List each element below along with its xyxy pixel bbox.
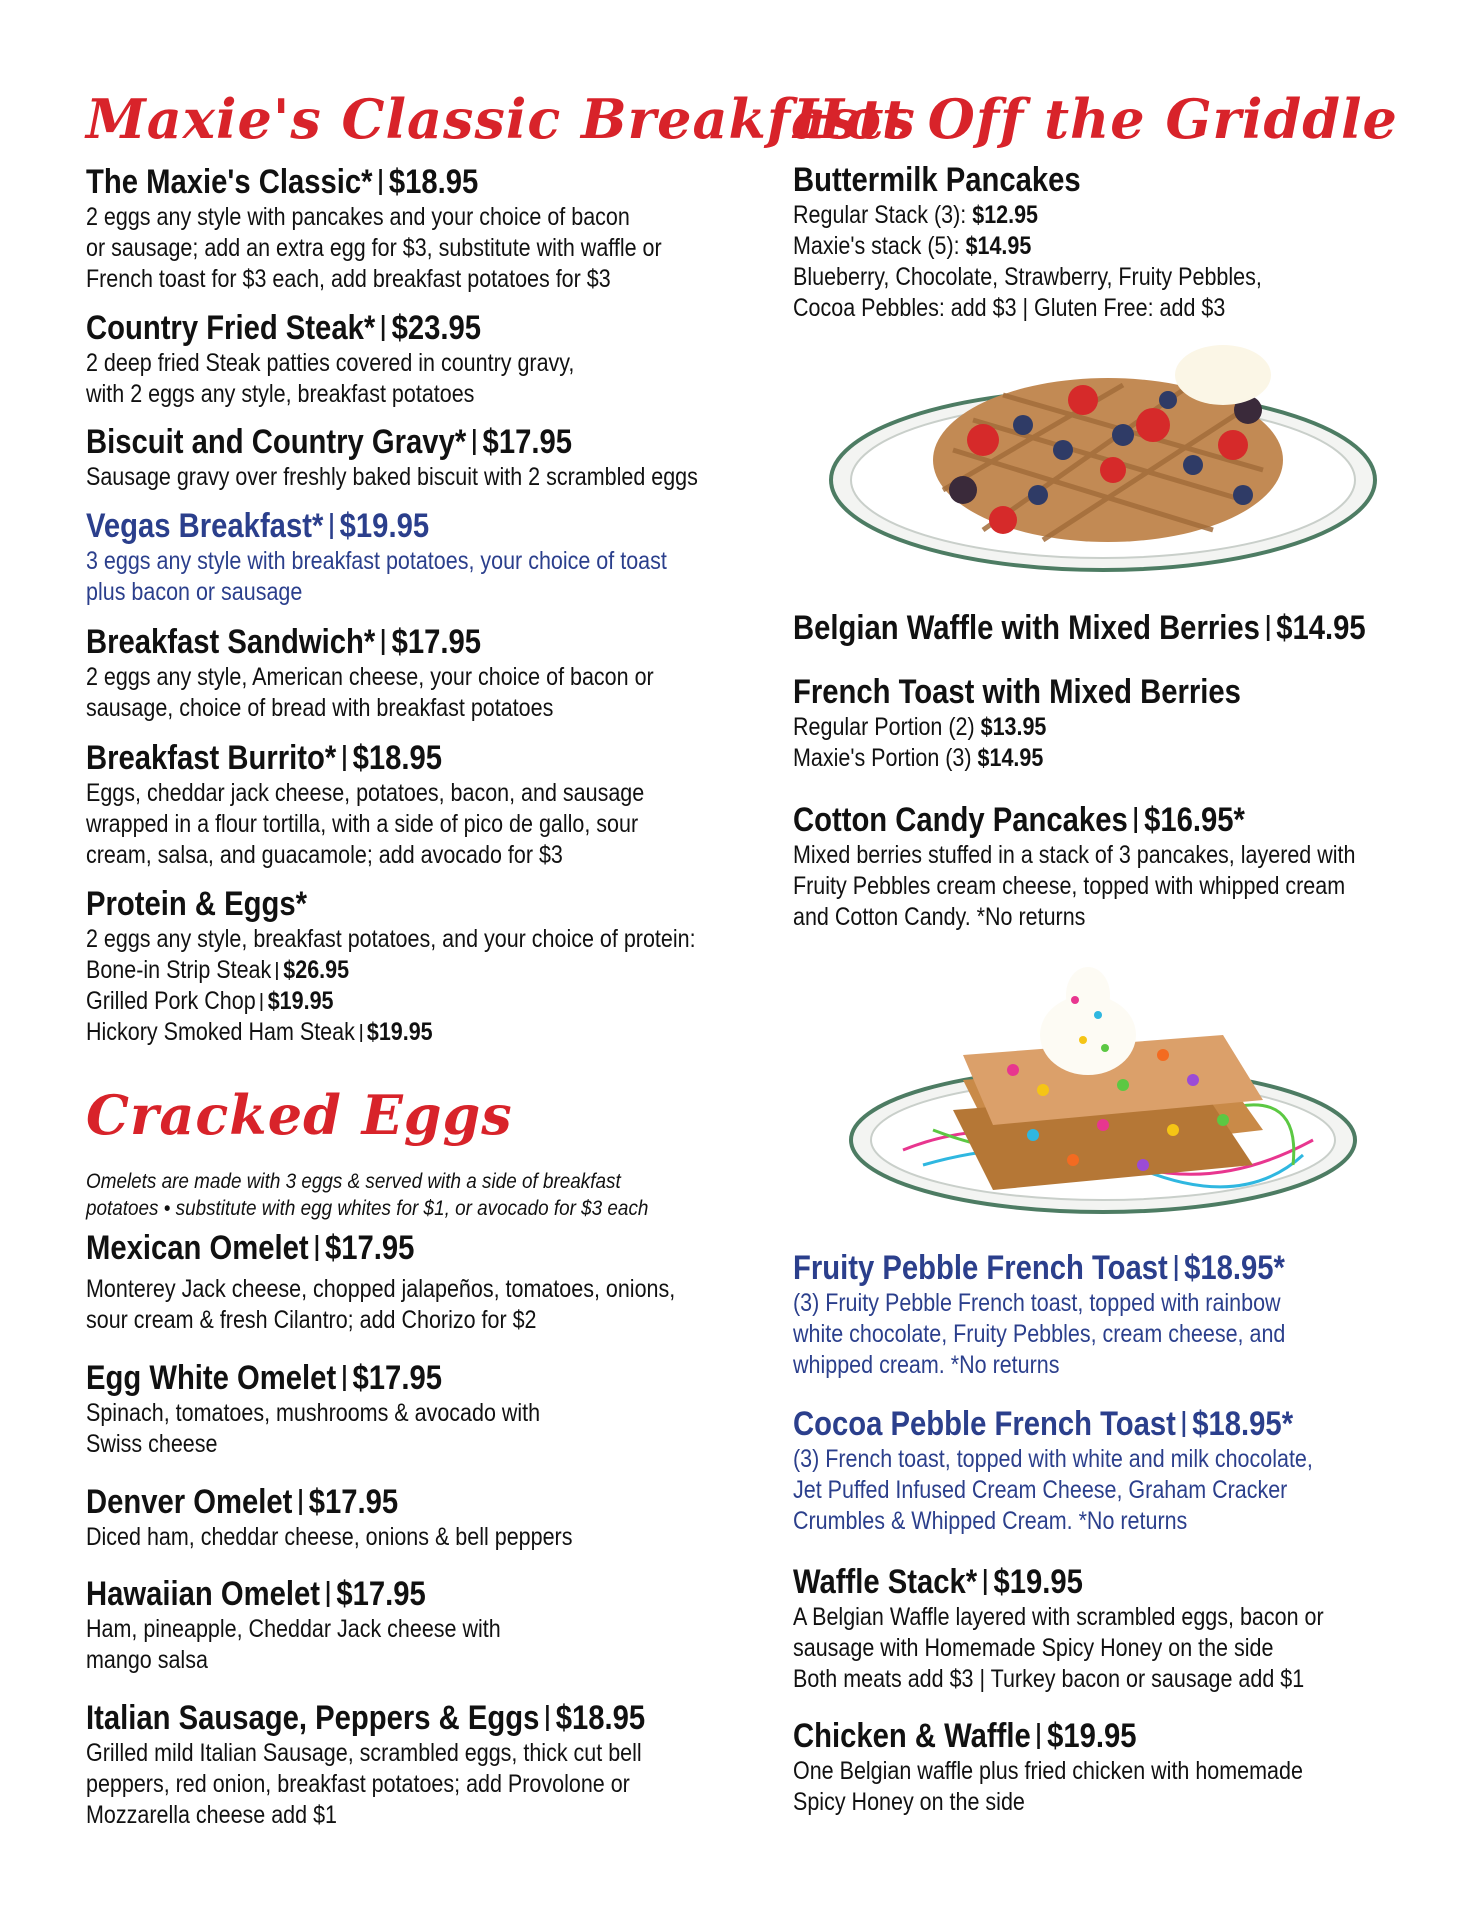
item-price: $17.95 (324, 1229, 415, 1267)
item-name: Country Fried Steak* (86, 309, 376, 347)
item-name: Breakfast Burrito* (86, 739, 337, 777)
item-name: Denver Omelet (86, 1483, 293, 1521)
menu-item-cotton-candy-pancakes (793, 800, 1453, 933)
item-description: Monterey Jack cheese, chopped jalapeños, tomatoes, onions, sour cream & fresh Cilantro; add Chorizo for $2 (86, 1275, 676, 1334)
item-name: Belgian Waffle with Mixed Berries (793, 609, 1260, 647)
divider (1267, 615, 1270, 641)
item-price: $19.95 (1047, 1717, 1137, 1755)
item-name: Breakfast Sandwich* (86, 623, 376, 661)
section-title-hot-off-griddle: Hot Off the Griddle (793, 87, 1398, 151)
menu-item-biscuit-gravy (86, 422, 766, 493)
item-price: $18.95 (555, 1699, 646, 1737)
menu-item-vegas-breakfast (86, 506, 766, 608)
divider (1183, 1411, 1186, 1437)
divider (473, 429, 476, 455)
item-price: $17.95 (352, 1359, 442, 1397)
item-name: The Maxie's Classic* (86, 163, 373, 201)
item-description: Spinach, tomatoes, mushrooms & avocado with Swiss cheese (86, 1399, 541, 1458)
menu-item-protein-eggs (86, 884, 766, 1048)
divider (382, 629, 385, 655)
menu-item-mexican-omelet (86, 1228, 766, 1336)
item-description: 2 eggs any style with pancakes and your choice of bacon or sausage; add an extra egg for $3, substitute with waffle or French toast for $3 each, add breakfast potatoes for $3 (86, 203, 662, 293)
rainbow-french-toast-icon (843, 960, 1363, 1220)
divider (382, 315, 385, 341)
divider (1135, 807, 1138, 833)
item-price: $18.95* (1184, 1249, 1285, 1287)
protein-option: Grilled Pork Chop $19.95 (86, 987, 334, 1015)
item-price: $17.95 (482, 423, 572, 461)
menu-item-italian-sausage (86, 1698, 766, 1831)
item-description: Grilled mild Italian Sausage, scrambled eggs, thick cut bell peppers, red onion, breakfast potatoes; add Provolone or Mozzarella cheese add $1 (86, 1739, 642, 1829)
item-name: Fruity Pebble French Toast (793, 1249, 1168, 1287)
item-name: Buttermilk Pancakes (793, 161, 1081, 199)
item-description: A Belgian Waffle layered with scrambled eggs, bacon or sausage with Homemade Spicy Honey on the side Both meats add $3 | Turkey bacon or sausage add $1 (793, 1603, 1324, 1693)
french-toast-option-maxie: Maxie's Portion (3) $14.95 (793, 744, 1044, 772)
protein-option: Bone-in Strip Steak $26.95 (86, 956, 350, 984)
item-description: (3) French toast, topped with white and milk chocolate, Jet Puffed Infused Cream Cheese, Graham Cracker Crumbles & Whipped Cream. *No returns (793, 1445, 1313, 1535)
divider (1038, 1723, 1041, 1749)
menu-item-waffle-stack (793, 1562, 1453, 1695)
item-name: French Toast with Mixed Berries (793, 673, 1241, 711)
item-price: $19.95 (339, 507, 430, 545)
item-description: 3 eggs any style with breakfast potatoes, your choice of toast plus bacon or sausage (86, 547, 667, 606)
item-description: 2 eggs any style, American cheese, your choice of bacon or sausage, choice of bread with breakfast potatoes (86, 663, 654, 722)
item-price: $16.95* (1144, 801, 1245, 839)
item-name: Mexican Omelet (86, 1229, 309, 1267)
divider (330, 513, 333, 539)
item-price: $17.95 (391, 623, 482, 661)
menu-item-maxies-classic (86, 162, 766, 295)
item-description: (3) Fruity Pebble French toast, topped with rainbow white chocolate, Fruity Pebbles, cream cheese, and whipped cream. *No returns (793, 1289, 1286, 1379)
menu-item-hawaiian-omelet (86, 1574, 766, 1676)
menu-item-fruity-pebble-french-toast (793, 1248, 1453, 1381)
item-price: $18.95 (352, 739, 443, 777)
item-description: Eggs, cheddar jack cheese, potatoes, bacon, and sausage wrapped in a flour tortilla, with a side of pico de gallo, sour cream, salsa, and guacamole; add avocado for $3 (86, 779, 645, 869)
item-price: $18.95 (388, 163, 479, 201)
item-name: Chicken & Waffle (793, 1717, 1031, 1755)
item-description: Mixed berries stuffed in a stack of 3 pancakes, layered with Fruity Pebbles cream cheese, topped with whipped cream and Cotton Candy. *No returns (793, 841, 1356, 931)
menu-item-country-fried-steak (86, 308, 766, 410)
menu-item-denver-omelet (86, 1482, 766, 1553)
divider (327, 1581, 330, 1607)
item-description: 2 eggs any style, breakfast potatoes, and your choice of protein: (86, 925, 696, 953)
menu-item-breakfast-sandwich (86, 622, 766, 724)
menu-item-egg-white-omelet (86, 1358, 766, 1460)
divider (546, 1705, 549, 1731)
item-description: 2 deep fried Steak patties covered in country gravy, with 2 eggs any style, breakfast potatoes (86, 349, 575, 408)
menu-item-buttermilk-pancakes (793, 160, 1453, 324)
waffle-plate-icon (823, 330, 1383, 580)
omelet-note: Omelets are made with 3 eggs & served with a side of breakfast potatoes • substitute with egg whites for $1, or avocado for $3 each (86, 1170, 649, 1220)
item-name: Italian Sausage, Peppers & Eggs (86, 1699, 540, 1737)
item-price: $18.95* (1192, 1405, 1294, 1443)
divider (343, 745, 346, 771)
section-title-cracked-eggs: Cracked Eggs (86, 1083, 513, 1147)
menu-item-chicken-waffle (793, 1716, 1453, 1818)
item-price: $17.95 (308, 1483, 399, 1521)
menu-item-belgian-waffle (793, 608, 1453, 648)
divider (1175, 1255, 1178, 1281)
section-title-classic-breakfasts: Maxie's Classic Breakfasts (86, 87, 916, 151)
divider (343, 1365, 346, 1391)
french-toast-option-regular: Regular Portion (2) $13.95 (793, 713, 1047, 741)
menu-item-french-toast-berries (793, 672, 1453, 774)
item-name: Cotton Candy Pancakes (793, 801, 1128, 839)
item-price: $19.95 (993, 1563, 1083, 1601)
item-name: Protein & Eggs* (86, 885, 307, 923)
divider (379, 169, 382, 195)
divider (984, 1569, 987, 1595)
item-description: Ham, pineapple, Cheddar Jack cheese with mango salsa (86, 1615, 501, 1674)
pancake-option-regular: Regular Stack (3): $12.95 (793, 201, 1039, 229)
item-name: Hawaiian Omelet (86, 1575, 321, 1613)
divider (316, 1235, 319, 1261)
item-price: $17.95 (336, 1575, 426, 1613)
pancake-extras: Blueberry, Chocolate, Strawberry, Fruity Pebbles, Cocoa Pebbles: add $3 | Gluten Free: add $3 (793, 263, 1262, 322)
item-name: Waffle Stack* (793, 1563, 978, 1601)
menu-item-cocoa-pebble-french-toast (793, 1404, 1453, 1537)
item-description: Diced ham, cheddar cheese, onions & bell peppers (86, 1523, 573, 1551)
item-description: One Belgian waffle plus fried chicken with homemade Spicy Honey on the side (793, 1757, 1303, 1816)
item-description: Sausage gravy over freshly baked biscuit with 2 scrambled eggs (86, 463, 698, 491)
item-name: Vegas Breakfast* (86, 507, 324, 545)
item-name: Biscuit and Country Gravy* (86, 423, 467, 461)
item-name: Cocoa Pebble French Toast (793, 1405, 1176, 1443)
divider (299, 1489, 302, 1515)
item-name: Egg White Omelet (86, 1359, 337, 1397)
pancake-option-maxie: Maxie's stack (5): $14.95 (793, 232, 1032, 260)
protein-option: Hickory Smoked Ham Steak $19.95 (86, 1018, 433, 1046)
item-price: $14.95 (1276, 609, 1366, 647)
item-price: $23.95 (391, 309, 482, 347)
menu-item-breakfast-burrito (86, 738, 766, 871)
